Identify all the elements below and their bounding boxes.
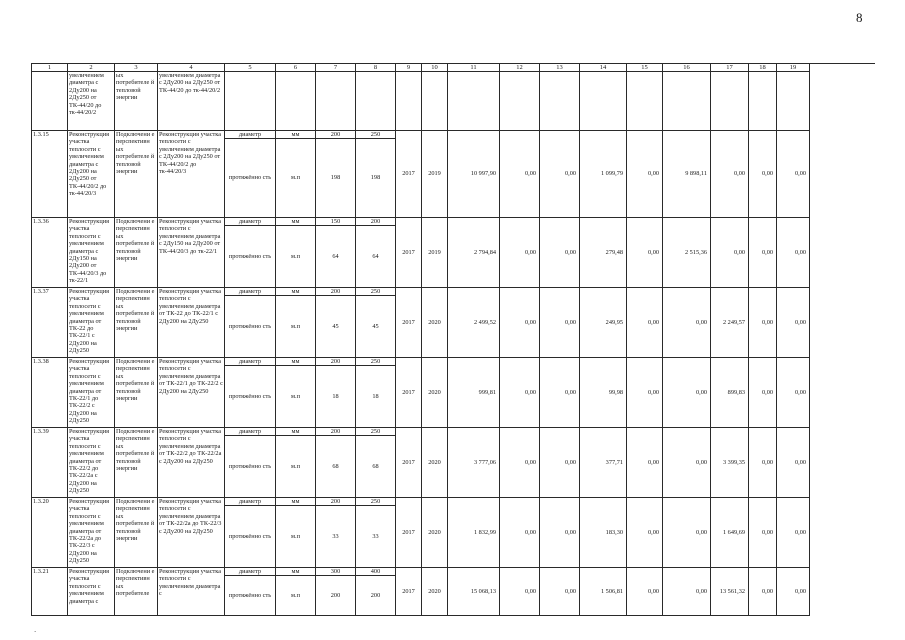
value-after: 64 bbox=[356, 226, 396, 288]
row-number bbox=[32, 72, 68, 131]
cost-12: 0,00 bbox=[500, 218, 540, 288]
project-name: Реконструкция участка теплосети с увеличением диаметра с 2Ду200 на 2Ду250 от ТК-44/20/2 до тк-44/20/3 bbox=[68, 131, 115, 218]
cost-17: 0,00 bbox=[711, 131, 749, 218]
value-before: 300 bbox=[316, 568, 356, 576]
project-name: Реконструкция участка теплосети с увеличением диаметра от ТК-22 до ТК-22/1 с 2Ду200 на 2Ду250 bbox=[68, 288, 115, 358]
table-row bbox=[32, 498, 875, 506]
value-before: 200 bbox=[316, 288, 356, 296]
parameter-unit: м.п bbox=[276, 436, 316, 498]
project-effect: Реконструкция участка теплосети с увеличением диаметра от ТК-22 до ТК-22/1 с 2Ду200 на 2Ду250 bbox=[158, 288, 225, 358]
parameter-unit: м.п bbox=[276, 226, 316, 288]
parameter-unit: м.п bbox=[276, 576, 316, 616]
project-effect: Реконструкция участка теплосети с увеличением диаметра от ТК-22/1 до ТК-22/2 с 2Ду200 на 2Ду250 bbox=[158, 358, 225, 428]
cost-14: 1 099,79 bbox=[580, 131, 627, 218]
row-number: 1.3.37 bbox=[32, 288, 68, 358]
empty-cell bbox=[448, 72, 500, 131]
project-purpose: Подключени е перспективн ых потребителе й тепловой энергии bbox=[115, 218, 158, 288]
column-number: 12 bbox=[500, 64, 540, 72]
parameter-unit: м.п bbox=[276, 506, 316, 568]
project-name: увеличением диаметра с 2Ду200 на 2Ду250 от ТК-44/20 до тк-44/20/2 bbox=[68, 72, 115, 131]
project-effect: Реконструкция участка теплосети с увеличением диаметра с bbox=[158, 568, 225, 616]
parameter-unit: м.п bbox=[276, 296, 316, 358]
empty-cell bbox=[316, 72, 356, 131]
empty-cell bbox=[663, 72, 711, 131]
row-number: 1.3.21 bbox=[32, 568, 68, 616]
total-cost: 15 068,13 bbox=[448, 568, 500, 616]
cost-18: 0,00 bbox=[749, 498, 777, 568]
end-year: 2020 bbox=[422, 428, 448, 498]
column-number: 14 bbox=[580, 64, 627, 72]
parameter-name: протяжённо сть bbox=[225, 366, 276, 428]
value-after: 45 bbox=[356, 296, 396, 358]
cost-14: 377,71 bbox=[580, 428, 627, 498]
cost-15: 0,00 bbox=[627, 358, 663, 428]
table-row bbox=[32, 568, 875, 576]
start-year: 2017 bbox=[396, 288, 422, 358]
project-purpose: Подключени е перспективн ых потребителе й тепловой энергии bbox=[115, 288, 158, 358]
table-row bbox=[32, 428, 875, 436]
column-number: 15 bbox=[627, 64, 663, 72]
cost-16: 2 515,36 bbox=[663, 218, 711, 288]
cost-13: 0,00 bbox=[540, 288, 580, 358]
cost-15: 0,00 bbox=[627, 498, 663, 568]
empty-cell bbox=[627, 72, 663, 131]
cost-13: 0,00 bbox=[540, 568, 580, 616]
empty-cell bbox=[225, 72, 276, 131]
table-row bbox=[32, 131, 875, 139]
project-effect: увеличением диаметра с 2Ду200 на 2Ду250 от ТК-44/20 до тк-44/20/2 bbox=[158, 72, 225, 131]
project-effect: Реконструкция участка теплосети с увеличением диаметра от ТК-22/2 до ТК-22/2а с 2Ду200 на 2Ду250 bbox=[158, 428, 225, 498]
project-purpose: Подключени е перспективн ых потребителе й тепловой энергии bbox=[115, 358, 158, 428]
start-year: 2017 bbox=[396, 358, 422, 428]
end-year: 2020 bbox=[422, 358, 448, 428]
cost-14: 1 506,81 bbox=[580, 568, 627, 616]
value-after: 250 bbox=[356, 358, 396, 366]
value-before: 68 bbox=[316, 436, 356, 498]
parameter-name: протяжённо сть bbox=[225, 226, 276, 288]
parameter-name: протяжённо сть bbox=[225, 576, 276, 616]
column-number: 16 bbox=[663, 64, 711, 72]
cost-17: 13 561,32 bbox=[711, 568, 749, 616]
cost-15: 0,00 bbox=[627, 568, 663, 616]
value-before: 200 bbox=[316, 131, 356, 139]
value-after: 250 bbox=[356, 498, 396, 506]
end-year: 2019 bbox=[422, 218, 448, 288]
value-after: 200 bbox=[356, 218, 396, 226]
parameter-name: диаметр bbox=[225, 218, 276, 226]
start-year: 2017 bbox=[396, 568, 422, 616]
empty-cell bbox=[540, 72, 580, 131]
cost-18: 0,00 bbox=[749, 568, 777, 616]
cost-15: 0,00 bbox=[627, 428, 663, 498]
cost-12: 0,00 bbox=[500, 498, 540, 568]
page-number: 8 bbox=[856, 10, 863, 25]
empty-cell bbox=[777, 72, 810, 131]
value-before: 200 bbox=[316, 358, 356, 366]
project-name: Реконструкция участка теплосети с увеличением диаметра с 2Ду150 на 2Ду200 от ТК-44/20/3 до тк-22/1 bbox=[68, 218, 115, 288]
column-number: 3 bbox=[115, 64, 158, 72]
column-number: 4 bbox=[158, 64, 225, 72]
cost-13: 0,00 bbox=[540, 218, 580, 288]
cost-14: 279,48 bbox=[580, 218, 627, 288]
value-after: 250 bbox=[356, 288, 396, 296]
table-row bbox=[32, 218, 875, 226]
total-cost: 10 997,90 bbox=[448, 131, 500, 218]
table-row bbox=[32, 72, 875, 131]
column-number: 7 bbox=[316, 64, 356, 72]
cost-17: 1 649,69 bbox=[711, 498, 749, 568]
empty-cell bbox=[500, 72, 540, 131]
parameter-unit: мм bbox=[276, 428, 316, 436]
project-name: Реконструкция участка теплосети с увеличением диаметра от ТК-22/2 до ТК-22/2а с 2Ду200 на 2Ду250 bbox=[68, 428, 115, 498]
value-before: 200 bbox=[316, 498, 356, 506]
cost-16: 0,00 bbox=[663, 428, 711, 498]
column-number: 18 bbox=[749, 64, 777, 72]
parameter-name: протяжённо сть bbox=[225, 139, 276, 218]
end-year: 2020 bbox=[422, 498, 448, 568]
project-effect: Реконструкция участка теплосети с увеличением диаметра с 2Ду200 на 2Ду250 от ТК-44/20/2 до тк-44/20/3 bbox=[158, 131, 225, 218]
cost-18: 0,00 bbox=[749, 218, 777, 288]
value-after: 18 bbox=[356, 366, 396, 428]
value-after: 198 bbox=[356, 139, 396, 218]
parameter-unit: мм bbox=[276, 218, 316, 226]
parameter-unit: мм bbox=[276, 568, 316, 576]
cost-12: 0,00 bbox=[500, 131, 540, 218]
table-row bbox=[32, 358, 875, 366]
end-year: 2020 bbox=[422, 568, 448, 616]
parameter-name: протяжённо сть bbox=[225, 296, 276, 358]
cost-16: 0,00 bbox=[663, 288, 711, 358]
start-year: 2017 bbox=[396, 131, 422, 218]
cost-13: 0,00 bbox=[540, 358, 580, 428]
value-before: 64 bbox=[316, 226, 356, 288]
parameter-name: диаметр bbox=[225, 568, 276, 576]
parameter-unit: мм bbox=[276, 498, 316, 506]
parameter-name: диаметр bbox=[225, 288, 276, 296]
cost-15: 0,00 bbox=[627, 131, 663, 218]
parameter-name: протяжённо сть bbox=[225, 506, 276, 568]
total-cost: 2 794,84 bbox=[448, 218, 500, 288]
start-year: 2017 bbox=[396, 498, 422, 568]
cost-14: 183,30 bbox=[580, 498, 627, 568]
row-number: 1.3.36 bbox=[32, 218, 68, 288]
value-before: 45 bbox=[316, 296, 356, 358]
cost-18: 0,00 bbox=[749, 358, 777, 428]
margin-cell bbox=[810, 64, 875, 72]
value-after: 68 bbox=[356, 436, 396, 498]
cost-12: 0,00 bbox=[500, 568, 540, 616]
cost-17: 899,83 bbox=[711, 358, 749, 428]
cost-15: 0,00 bbox=[627, 288, 663, 358]
cost-16: 0,00 bbox=[663, 498, 711, 568]
cost-19: 0,00 bbox=[777, 428, 810, 498]
project-name: Реконструкция участка теплосети с увеличением диаметра от ТК-22/1 до ТК-22/2 с 2Ду200 на 2Ду250 bbox=[68, 358, 115, 428]
cost-18: 0,00 bbox=[749, 288, 777, 358]
cost-17: 3 399,35 bbox=[711, 428, 749, 498]
parameter-unit: м.п bbox=[276, 139, 316, 218]
column-number: 2 bbox=[68, 64, 115, 72]
column-number: 10 bbox=[422, 64, 448, 72]
project-purpose: Подключени е перспективн ых потребителе bbox=[115, 568, 158, 616]
row-number: 1.3.15 bbox=[32, 131, 68, 218]
column-number: 9 bbox=[396, 64, 422, 72]
cost-19: 0,00 bbox=[777, 498, 810, 568]
project-purpose: Подключени е перспективн ых потребителе й тепловой энергии bbox=[115, 498, 158, 568]
total-cost: 999,81 bbox=[448, 358, 500, 428]
column-number-row bbox=[32, 64, 875, 72]
empty-cell bbox=[356, 72, 396, 131]
value-before: 18 bbox=[316, 366, 356, 428]
cost-19: 0,00 bbox=[777, 288, 810, 358]
cost-19: 0,00 bbox=[777, 358, 810, 428]
cost-15: 0,00 bbox=[627, 218, 663, 288]
value-after: 250 bbox=[356, 428, 396, 436]
scan-mark: ` bbox=[34, 630, 37, 638]
cost-14: 249,95 bbox=[580, 288, 627, 358]
row-number: 1.3.39 bbox=[32, 428, 68, 498]
empty-cell bbox=[580, 72, 627, 131]
cost-19: 0,00 bbox=[777, 568, 810, 616]
column-number: 1 bbox=[32, 64, 68, 72]
column-number: 5 bbox=[225, 64, 276, 72]
parameter-name: протяжённо сть bbox=[225, 436, 276, 498]
empty-cell bbox=[711, 72, 749, 131]
total-cost: 1 832,99 bbox=[448, 498, 500, 568]
start-year: 2017 bbox=[396, 218, 422, 288]
column-number: 8 bbox=[356, 64, 396, 72]
row-number: 1.3.38 bbox=[32, 358, 68, 428]
column-number: 6 bbox=[276, 64, 316, 72]
parameter-unit: мм bbox=[276, 131, 316, 139]
column-number: 13 bbox=[540, 64, 580, 72]
project-purpose: Подключени е перспективн ых потребителе й тепловой энергии bbox=[115, 428, 158, 498]
cost-13: 0,00 bbox=[540, 428, 580, 498]
cost-17: 0,00 bbox=[711, 218, 749, 288]
value-after: 200 bbox=[356, 576, 396, 616]
project-effect: Реконструкция участка теплосети с увеличением диаметра с 2Ду150 на 2Ду200 от ТК-44/20/3 до тк-22/1 bbox=[158, 218, 225, 288]
value-after: 400 bbox=[356, 568, 396, 576]
column-number: 19 bbox=[777, 64, 810, 72]
value-before: 150 bbox=[316, 218, 356, 226]
cost-13: 0,00 bbox=[540, 131, 580, 218]
value-before: 200 bbox=[316, 428, 356, 436]
value-before: 33 bbox=[316, 506, 356, 568]
empty-cell bbox=[396, 72, 422, 131]
row-number: 1.3.20 bbox=[32, 498, 68, 568]
cost-12: 0,00 bbox=[500, 428, 540, 498]
cost-18: 0,00 bbox=[749, 428, 777, 498]
cost-16: 0,00 bbox=[663, 568, 711, 616]
project-purpose: ых потребителе й тепловой энергии bbox=[115, 72, 158, 131]
table-row bbox=[32, 288, 875, 296]
column-number: 11 bbox=[448, 64, 500, 72]
parameter-name: диаметр bbox=[225, 358, 276, 366]
project-purpose: Подключени е перспективн ых потребителе й тепловой энергии bbox=[115, 131, 158, 218]
cost-14: 99,98 bbox=[580, 358, 627, 428]
cost-16: 9 898,11 bbox=[663, 131, 711, 218]
cost-12: 0,00 bbox=[500, 358, 540, 428]
value-after: 250 bbox=[356, 131, 396, 139]
value-before: 200 bbox=[316, 576, 356, 616]
column-number: 17 bbox=[711, 64, 749, 72]
value-before: 198 bbox=[316, 139, 356, 218]
project-effect: Реконструкция участка теплосети с увеличением диаметра от ТК-22/2а до ТК-22/3 с 2Ду200 на 2Ду250 bbox=[158, 498, 225, 568]
value-after: 33 bbox=[356, 506, 396, 568]
cost-19: 0,00 bbox=[777, 218, 810, 288]
investment-table bbox=[31, 63, 875, 616]
total-cost: 3 777,06 bbox=[448, 428, 500, 498]
cost-13: 0,00 bbox=[540, 498, 580, 568]
end-year: 2019 bbox=[422, 131, 448, 218]
parameter-name: диаметр bbox=[225, 428, 276, 436]
parameter-name: диаметр bbox=[225, 131, 276, 139]
cost-12: 0,00 bbox=[500, 288, 540, 358]
cost-17: 2 249,57 bbox=[711, 288, 749, 358]
empty-cell bbox=[276, 72, 316, 131]
start-year: 2017 bbox=[396, 428, 422, 498]
empty-cell bbox=[422, 72, 448, 131]
total-cost: 2 499,52 bbox=[448, 288, 500, 358]
parameter-unit: м.п bbox=[276, 366, 316, 428]
parameter-name: диаметр bbox=[225, 498, 276, 506]
cost-18: 0,00 bbox=[749, 131, 777, 218]
project-name: Реконструкция участка теплосети с увеличением диаметра от ТК-22/2а до ТК-22/3 с 2Ду200 на 2Ду250 bbox=[68, 498, 115, 568]
end-year: 2020 bbox=[422, 288, 448, 358]
empty-cell bbox=[749, 72, 777, 131]
project-name: Реконструкция участка теплосети с увеличением диаметра с bbox=[68, 568, 115, 616]
parameter-unit: мм bbox=[276, 358, 316, 366]
cost-19: 0,00 bbox=[777, 131, 810, 218]
parameter-unit: мм bbox=[276, 288, 316, 296]
cost-16: 0,00 bbox=[663, 358, 711, 428]
